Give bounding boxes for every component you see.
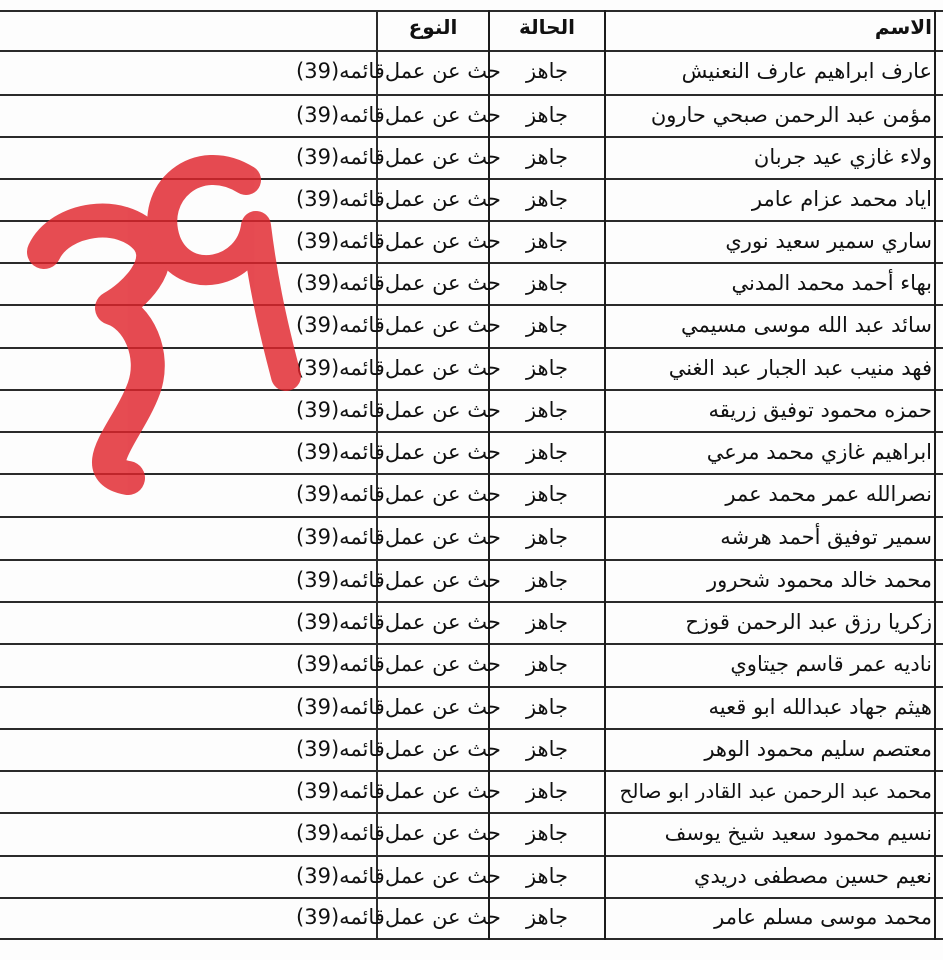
row-status: جاهز [525, 187, 569, 211]
row-type-label: حث عن عمل [384, 398, 501, 422]
row-name: ابراهيم غازي محمد مرعي [706, 440, 932, 464]
row-type [296, 178, 501, 220]
row-status: جاهز [525, 905, 569, 929]
row-type [296, 389, 501, 431]
row-list-label: قائمه(39) [296, 187, 385, 211]
row-name: حمزه محمود توفيق زريقه [708, 398, 932, 422]
row-list-label: قائمه(39) [296, 525, 385, 549]
row-type-label: حث عن عمل [384, 568, 501, 592]
row-status: جاهز [525, 568, 569, 592]
row-list-label: قائمه(39) [296, 145, 385, 169]
row-type [296, 770, 501, 812]
row-name: ساري سمير سعيد نوري [725, 229, 932, 253]
row-status: جاهز [525, 271, 569, 295]
row-status: جاهز [525, 229, 569, 253]
row-status: جاهز [525, 103, 569, 127]
row-list-label: قائمه(39) [296, 271, 385, 295]
row-type [296, 601, 501, 643]
row-type [296, 896, 501, 938]
row-name: نصرالله عمر محمد عمر [725, 482, 932, 506]
row-type-label: حث عن عمل [384, 187, 501, 211]
row-type-label: حث عن عمل [384, 525, 501, 549]
header-name: الاسم [874, 15, 932, 39]
row-list-label: قائمه(39) [296, 313, 385, 337]
row-list-label: قائمه(39) [296, 103, 385, 127]
row-status: جاهز [525, 482, 569, 506]
header-status: الحالة [519, 15, 575, 39]
row-status: جاهز [525, 821, 569, 845]
row-type-label: حث عن عمل [384, 821, 501, 845]
row-type [296, 559, 501, 601]
row-type [296, 643, 501, 685]
row-list-label: قائمه(39) [296, 905, 385, 929]
row-type [296, 136, 501, 178]
row-status: جاهز [525, 145, 569, 169]
row-type [296, 728, 501, 770]
column-divider [934, 10, 936, 940]
row-type-label: حث عن عمل [384, 356, 501, 380]
row-type-label: حث عن عمل [384, 652, 501, 676]
row-status: جاهز [525, 356, 569, 380]
row-name: عارف ابراهيم عارف النعنيش [681, 59, 932, 83]
row-status: جاهز [525, 610, 569, 634]
row-type [296, 262, 501, 304]
row-type-label: حث عن عمل [384, 145, 501, 169]
row-list-label: قائمه(39) [296, 229, 385, 253]
row-name: مؤمن عبد الرحمن صبحي حارون [650, 103, 932, 127]
rule-line [0, 938, 943, 940]
row-type-label: حث عن عمل [384, 695, 501, 719]
row-type-label: حث عن عمل [384, 779, 501, 803]
row-type-label: حث عن عمل [384, 59, 501, 83]
row-name: محمد عبد الرحمن عبد القادر ابو صالح [619, 779, 932, 803]
row-name: محمد خالد محمود شحرور [707, 568, 932, 592]
row-name: محمد موسى مسلم عامر [714, 905, 932, 929]
row-name: نسيم محمود سعيد شيخ يوسف [664, 821, 932, 845]
row-list-label: قائمه(39) [296, 568, 385, 592]
row-type-label: حث عن عمل [384, 440, 501, 464]
row-type-label: حث عن عمل [384, 737, 501, 761]
row-type-label: حث عن عمل [384, 610, 501, 634]
row-name: ناديه عمر قاسم جيتاوي [730, 652, 932, 676]
row-name: فهد منيب عبد الجبار عبد الغني [668, 356, 932, 380]
row-type-label: حث عن عمل [384, 103, 501, 127]
row-list-label: قائمه(39) [296, 779, 385, 803]
row-name: نعيم حسين مصطفى دريدي [694, 864, 932, 888]
row-name: سائد عبد الله موسى مسيمي [680, 313, 932, 337]
row-name: سمير توفيق أحمد هرشه [720, 525, 932, 549]
row-name: معتصم سليم محمود الوهر [704, 737, 932, 761]
header-type: النوع [408, 15, 458, 39]
row-type [296, 855, 501, 897]
row-list-label: قائمه(39) [296, 356, 385, 380]
row-type [296, 304, 501, 346]
row-name: اياد محمد عزام عامر [751, 187, 932, 211]
row-type-label: حث عن عمل [384, 482, 501, 506]
row-type [296, 686, 501, 728]
row-name: زكريا رزق عبد الرحمن قوزح [685, 610, 932, 634]
row-status: جاهز [525, 779, 569, 803]
row-status: جاهز [525, 313, 569, 337]
row-type [296, 431, 501, 473]
row-list-label: قائمه(39) [296, 398, 385, 422]
row-type [296, 516, 501, 558]
handwritten-39-mark [30, 140, 310, 500]
row-name: هيثم جهاد عبدالله ابو قعيه [708, 695, 932, 719]
row-type [296, 473, 501, 515]
row-type [296, 94, 501, 136]
row-type-label: حث عن عمل [384, 313, 501, 337]
row-type [296, 812, 501, 854]
row-list-label: قائمه(39) [296, 652, 385, 676]
row-status: جاهز [525, 652, 569, 676]
row-name: بهاء أحمد محمد المدني [731, 271, 932, 295]
row-status: جاهز [525, 695, 569, 719]
row-status: جاهز [525, 398, 569, 422]
row-list-label: قائمه(39) [296, 482, 385, 506]
row-type [296, 220, 501, 262]
row-status: جاهز [525, 59, 569, 83]
row-list-label: قائمه(39) [296, 864, 385, 888]
row-list-label: قائمه(39) [296, 737, 385, 761]
row-status: جاهز [525, 525, 569, 549]
row-type-label: حث عن عمل [384, 229, 501, 253]
row-type-label: حث عن عمل [384, 864, 501, 888]
row-type [296, 347, 501, 389]
row-name: ولاء غازي عيد جربان [753, 145, 932, 169]
row-type-label: حث عن عمل [384, 271, 501, 295]
row-list-label: قائمه(39) [296, 695, 385, 719]
row-type [296, 50, 501, 92]
row-list-label: قائمه(39) [296, 821, 385, 845]
row-type-label: حث عن عمل [384, 905, 501, 929]
column-divider [604, 10, 606, 940]
row-status: جاهز [525, 737, 569, 761]
row-list-label: قائمه(39) [296, 59, 385, 83]
row-list-label: قائمه(39) [296, 440, 385, 464]
row-status: جاهز [525, 440, 569, 464]
row-list-label: قائمه(39) [296, 610, 385, 634]
row-status: جاهز [525, 864, 569, 888]
